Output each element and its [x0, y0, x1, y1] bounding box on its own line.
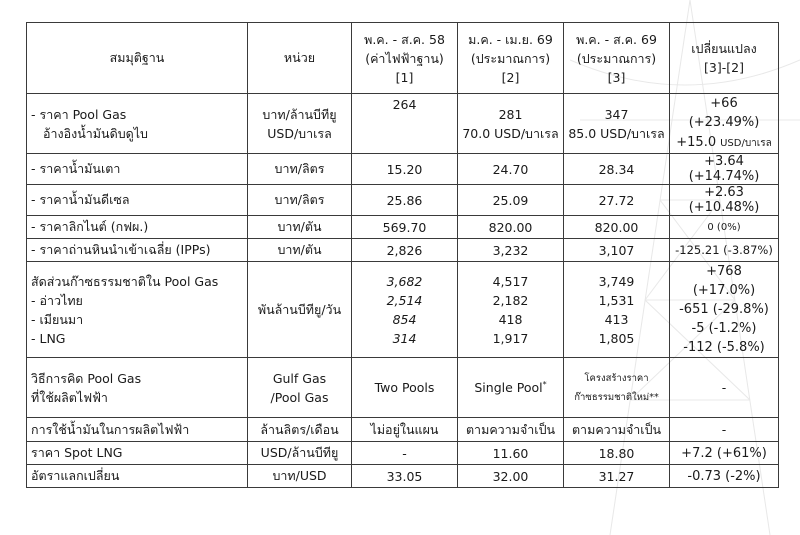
row-coal	[27, 239, 779, 262]
header-period-2: ม.ค. - เม.ย. 69 (ประมาณการ) [2]	[458, 23, 564, 94]
footnote-mark: *	[542, 379, 547, 389]
unit-lignite: บาท/ตัน	[248, 216, 352, 239]
unit-method-2: /Pool Gas	[270, 389, 329, 405]
unit-coal: บาท/ตัน	[248, 239, 352, 262]
label-fx: อัตราแลกเปลี่ยน	[27, 465, 248, 488]
cell-gas-share-3-total: 3,749	[598, 273, 635, 289]
cell-pool-gas-3: 347	[604, 106, 629, 122]
cell-spot-lng-2: 11.60	[458, 442, 564, 465]
cell-fx-3: 31.27	[564, 465, 670, 488]
row-spot-lng	[27, 442, 779, 465]
cell-gas-share-2-total: 4,517	[492, 273, 529, 289]
cell-lignite-1: 569.70	[352, 216, 458, 239]
change-gas-share-gulf: -651 (-29.8%)	[679, 302, 769, 317]
unit-pool-gas: บาท/ล้านบีทียู	[262, 106, 337, 122]
header-period-1: พ.ค. - ส.ค. 58 (ค่าไฟฟ้าฐาน) [1]	[352, 23, 458, 94]
change-dubai-unit: USD/บาเรล	[720, 138, 772, 149]
label-gas-share: สัดส่วนก๊าซธรรมชาติใน Pool Gas	[31, 273, 219, 289]
cell-gas-share-1-total: 3,682	[386, 273, 423, 289]
label-gulf-of-thailand: - อ่าวไทย	[31, 292, 83, 308]
unit-diesel: บาท/ลิตร	[248, 185, 352, 216]
cell-gas-share-2-gulf: 2,182	[492, 292, 529, 308]
change-coal: -125.21 (-3.87%)	[670, 239, 779, 262]
header-change: เปลี่ยนแปลง [3]-[2]	[670, 23, 779, 94]
label-lignite: - ราคาลิกไนต์ (กฟผ.)	[27, 216, 248, 239]
change-fuel-oil: +3.64 (+14.74%)	[670, 154, 779, 185]
label-method-2: ที่ใช้ผลิตไฟฟ้า	[31, 389, 108, 405]
cell-fuel-oil-2: 24.70	[458, 154, 564, 185]
change-fx: -0.73 (-2%)	[670, 465, 779, 488]
cell-gas-share-3-myanmar: 413	[604, 311, 629, 327]
change-diesel: +2.63 (+10.48%)	[670, 185, 779, 216]
row-gas-share	[27, 262, 779, 358]
label-spot-lng: ราคา Spot LNG	[27, 442, 248, 465]
unit-dubai: USD/บาเรล	[267, 125, 332, 141]
row-fx	[27, 465, 779, 488]
cell-lignite-2: 820.00	[458, 216, 564, 239]
cell-pool-gas-2: 281	[498, 106, 523, 122]
change-lignite: 0 (0%)	[670, 216, 779, 239]
unit-oil-use: ล้านลิตร/เดือน	[248, 418, 352, 442]
row-oil-use	[27, 418, 779, 442]
row-lignite	[27, 216, 779, 239]
label-diesel: - ราคาน้ำมันดีเซล	[27, 185, 248, 216]
cell-lignite-3: 820.00	[564, 216, 670, 239]
cell-coal-3: 3,107	[564, 239, 670, 262]
label-oil-use: การใช้น้ำมันในการผลิตไฟฟ้า	[27, 418, 248, 442]
label-dubai: อ้างอิงน้ำมันดิบดูไบ	[43, 125, 148, 141]
change-pool-gas: +66 (+23.49%)	[688, 96, 760, 130]
label-pool-gas: - ราคา Pool Gas	[31, 106, 127, 122]
unit-fuel-oil: บาท/ลิตร	[248, 154, 352, 185]
cell-coal-1: 2,826	[352, 239, 458, 262]
row-method	[27, 358, 779, 418]
label-myanmar: - เมียนมา	[31, 311, 84, 327]
change-dubai-value: +15.0	[676, 135, 717, 150]
row-diesel	[27, 185, 779, 216]
cell-gas-share-1-myanmar: 854	[392, 311, 417, 327]
change-method: -	[670, 358, 779, 418]
change-gas-share-lng: -112 (-5.8%)	[683, 340, 765, 355]
cell-gas-share-1-gulf: 2,514	[386, 292, 423, 308]
label-lng: - LNG	[31, 330, 66, 346]
unit-fx: บาท/USD	[248, 465, 352, 488]
cell-fuel-oil-1: 15.20	[352, 154, 458, 185]
change-gas-share-myanmar: -5 (-1.2%)	[691, 321, 757, 336]
cell-gas-share-3-lng: 1,805	[598, 330, 635, 346]
cell-spot-lng-3: 18.80	[564, 442, 670, 465]
cell-diesel-2: 25.09	[458, 185, 564, 216]
cell-dubai-3: 85.0 USD/บาเรล	[568, 125, 665, 141]
cell-method-2: Single Pool	[474, 380, 543, 396]
cell-method-3: โครงสร้างราคา	[584, 372, 649, 384]
cell-gas-share-3-gulf: 1,531	[598, 292, 635, 308]
cell-oil-use-1: ไม่อยู่ในแผน	[352, 418, 458, 442]
cell-dubai-2: 70.0 USD/บาเรล	[462, 125, 559, 141]
change-spot-lng: +7.2 (+61%)	[670, 442, 779, 465]
cell-diesel-3: 27.72	[564, 185, 670, 216]
label-coal: - ราคาถ่านหินนำเข้าเฉลี่ย (IPPs)	[27, 239, 248, 262]
unit-spot-lng: USD/ล้านบีทียู	[248, 442, 352, 465]
unit-method: Gulf Gas	[272, 370, 327, 386]
cell-gas-share-2-lng: 1,917	[492, 330, 529, 346]
header-row	[27, 23, 779, 94]
label-fuel-oil: - ราคาน้ำมันเตา	[27, 154, 248, 185]
cell-method-1: Two Pools	[352, 358, 458, 418]
row-fuel-oil	[27, 154, 779, 185]
unit-gas-share: พันล้านบีทียู/วัน	[248, 262, 352, 358]
change-gas-share-total: +768 (+17.0%)	[692, 264, 756, 298]
cell-oil-use-2: ตามความจำเป็น	[458, 418, 564, 442]
cell-method-3b: ก๊าซธรรมชาติใหม่**	[574, 391, 659, 403]
header-unit: หน่วย	[248, 23, 352, 94]
cell-diesel-1: 25.86	[352, 185, 458, 216]
cell-coal-2: 3,232	[458, 239, 564, 262]
cell-gas-share-1-lng: 314	[392, 330, 417, 346]
cell-gas-share-2-myanmar: 418	[498, 311, 523, 327]
header-period-3: พ.ค. - ส.ค. 69 (ประมาณการ) [3]	[564, 23, 670, 94]
cell-fuel-oil-3: 28.34	[564, 154, 670, 185]
assumption-table	[26, 22, 779, 488]
label-method: วิธีการคิด Pool Gas	[31, 370, 142, 386]
cell-fx-1: 33.05	[352, 465, 458, 488]
row-pool-gas	[27, 94, 779, 154]
cell-oil-use-3: ตามความจำเป็น	[564, 418, 670, 442]
cell-pool-gas-1: 264	[352, 94, 458, 154]
cell-fx-2: 32.00	[458, 465, 564, 488]
change-oil-use: -	[670, 418, 779, 442]
header-assumption: สมมุติฐาน	[27, 23, 248, 94]
cell-spot-lng-1: -	[352, 442, 458, 465]
